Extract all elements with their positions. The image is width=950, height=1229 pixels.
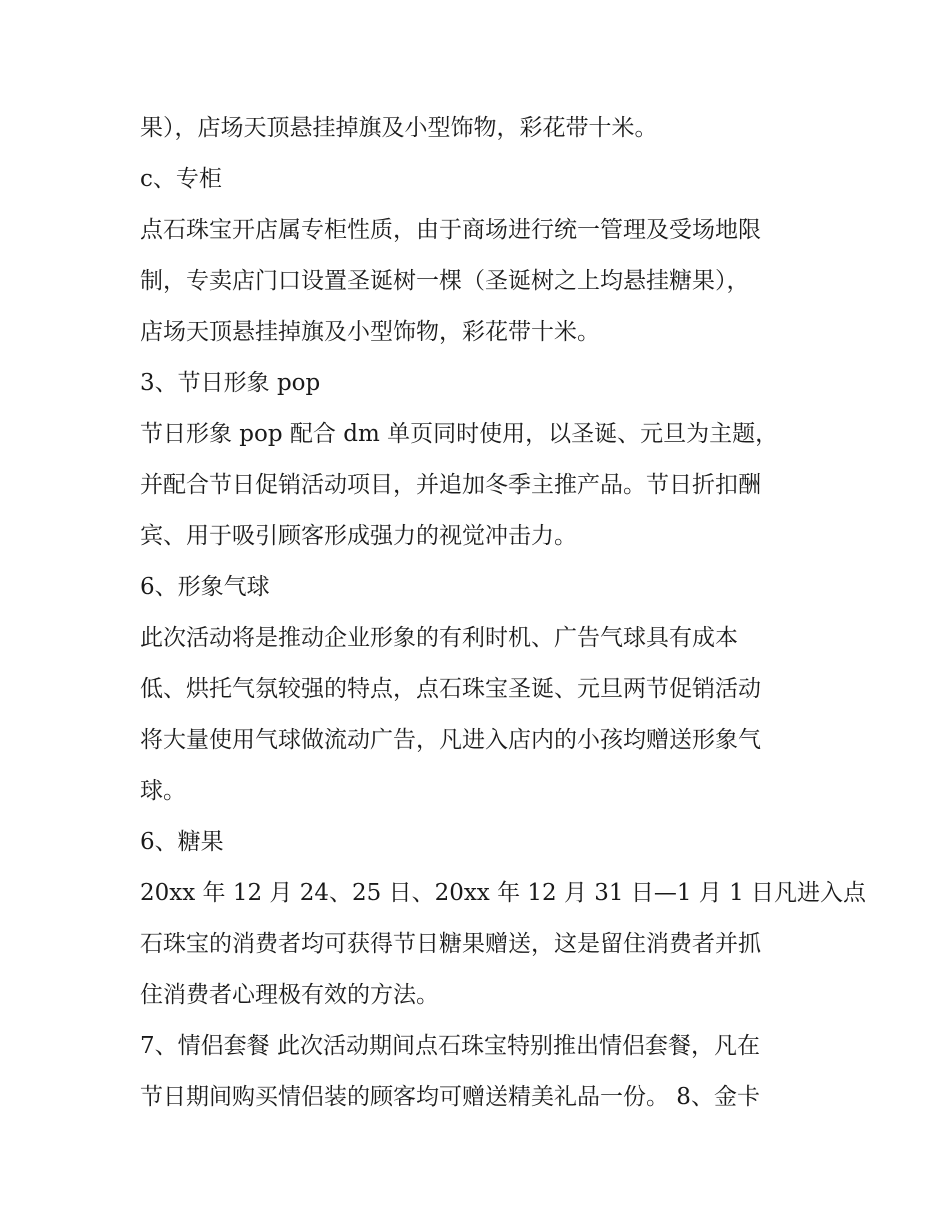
text-line: 20xx 年 12 月 24、25 日、20xx 年 12 月 31 日—1 月 1 日凡进入点 bbox=[140, 880, 867, 906]
section-heading-balloon: 6、形象气球 bbox=[140, 574, 270, 600]
text-line: 将大量使用气球做流动广告，凡进入店内的小孩均赠送形象气 bbox=[140, 727, 761, 753]
text-line: 并配合节日促销活动项目，并追加冬季主推产品。节日折扣酬 bbox=[140, 472, 761, 498]
text-line: 节日形象 pop 配合 dm 单页同时使用，以圣诞、元旦为主题， bbox=[140, 421, 779, 447]
text-line: 石珠宝的消费者均可获得节日糖果赠送，这是留住消费者并抓 bbox=[140, 931, 761, 957]
text-line: 点石珠宝开店属专柜性质，由于商场进行统一管理及受场地限 bbox=[140, 217, 761, 243]
text-line: 店场天顶悬挂掉旗及小型饰物，彩花带十米。 bbox=[140, 319, 600, 345]
text-line: 住消费者心理极有效的方法。 bbox=[140, 982, 439, 1008]
section-heading-candy: 6、糖果 bbox=[140, 829, 224, 855]
section-heading-counter: c、专柜 bbox=[140, 166, 222, 192]
text-line: 宾、用于吸引顾客形成强力的视觉冲击力。 bbox=[140, 523, 577, 549]
text-line: 低、烘托气氛较强的特点，点石珠宝圣诞、元旦两节促销活动 bbox=[140, 676, 761, 702]
text-line: 果），店场天顶悬挂掉旗及小型饰物，彩花带十米。 bbox=[140, 115, 658, 141]
text-line: 制，专卖店门口设置圣诞树一棵（圣诞树之上均悬挂糖果）， bbox=[140, 268, 750, 294]
text-line: 节日期间购买情侣装的顾客均可赠送精美礼品一份。 8、金卡 bbox=[140, 1084, 760, 1110]
text-line: 7、情侣套餐 此次活动期间点石珠宝特别推出情侣套餐，凡在 bbox=[140, 1033, 760, 1059]
text-line: 球。 bbox=[140, 778, 186, 804]
text-line: 此次活动将是推动企业形象的有利时机、广告气球具有成本 bbox=[140, 625, 738, 651]
section-heading-pop: 3、节日形象 pop bbox=[140, 370, 321, 396]
